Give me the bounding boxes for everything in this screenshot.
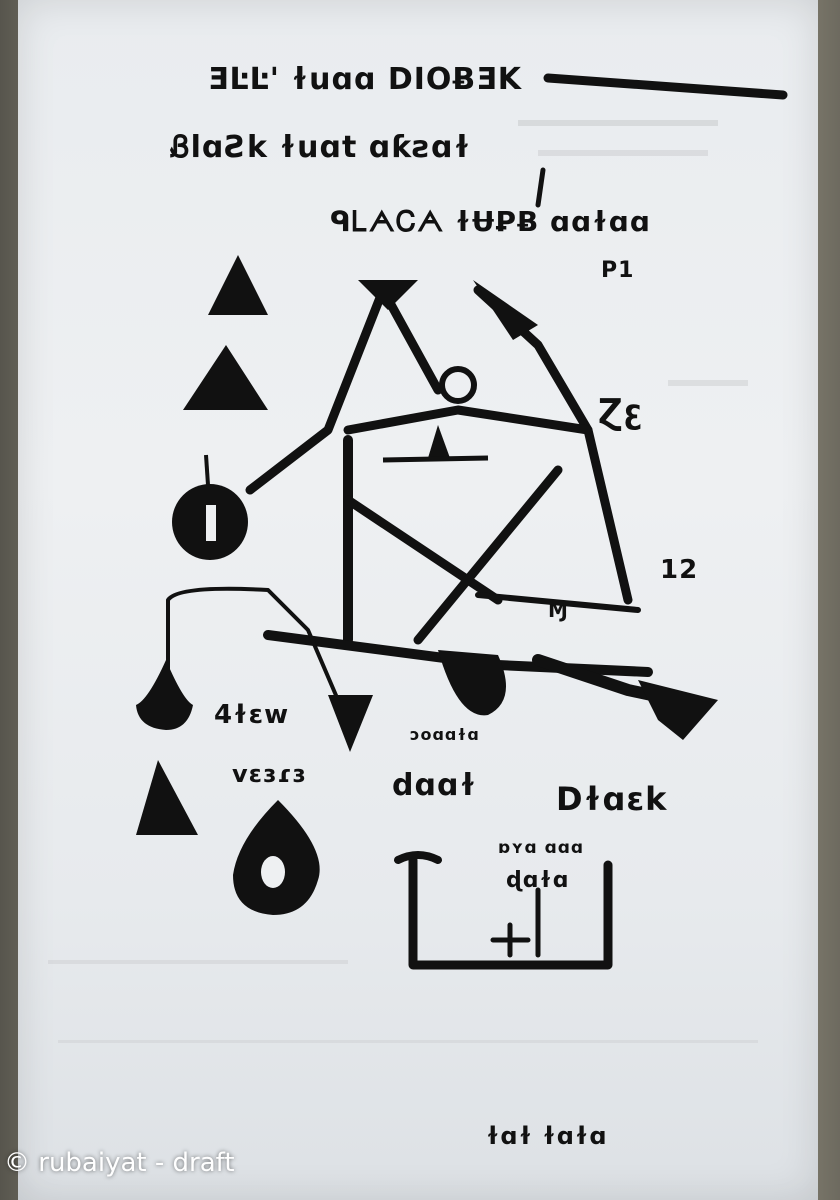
label-12: 12 xyxy=(660,555,699,585)
label-box-mid: ɖɑɫɑ xyxy=(506,868,570,893)
ink-stroke xyxy=(538,170,543,205)
inner-arrow-line xyxy=(383,458,488,460)
header-line-3: ᑫᏞᗅᏟᗅ ɫɄꝐɃ ɑɑɫɑɑ xyxy=(330,205,651,238)
label-3x: Ɀꜫ xyxy=(598,392,644,432)
down-triangle xyxy=(328,695,373,752)
drop-shape xyxy=(136,660,193,730)
figure-left-arm xyxy=(250,290,383,490)
header-line-1: ƎĿĿ' ɫuɑɑ DIOɃƎK xyxy=(208,62,523,97)
figure-crossbar xyxy=(348,410,588,430)
label-mark: Ɱ xyxy=(548,598,569,622)
label-coalt: ɔoɑɑɫɑ xyxy=(410,725,480,744)
triangle-shape xyxy=(208,255,268,315)
signature: ɫɑɫ ɫɑɫɑ xyxy=(486,1122,608,1150)
circle-notch xyxy=(206,505,216,541)
box-cross-mark xyxy=(493,925,528,955)
header-underline xyxy=(548,78,783,95)
watermark: © rubaiyat - draft xyxy=(4,1148,235,1178)
teardrop-eye xyxy=(261,856,285,888)
figure-hand xyxy=(638,680,718,740)
triangle-shape xyxy=(136,760,198,835)
figure-right-edge xyxy=(478,290,628,600)
paper-sheet xyxy=(18,0,818,1200)
figure-diagonal-2 xyxy=(418,470,558,640)
box-top-left-hook xyxy=(398,855,438,860)
figure-bulb xyxy=(438,650,506,715)
triangle-shape xyxy=(183,345,268,410)
label-box-top: ɒʏɑ ɑɑɑ xyxy=(498,838,585,858)
header-line-2: ᏰlɑƧk ɫuɑt ɑƙƨɑɫ xyxy=(170,130,472,165)
figure-cap-left xyxy=(358,280,418,310)
hanging-line xyxy=(168,589,338,700)
label-black: Dɫɑɛk xyxy=(556,780,668,818)
apex-ring xyxy=(442,369,474,401)
ink-drawing xyxy=(18,0,818,1200)
label-4lew: 4ɫɛw xyxy=(214,700,290,730)
figure-inner-bar xyxy=(478,595,638,610)
label-vers: vɛɜɾɜ xyxy=(232,760,307,788)
circle-stem xyxy=(206,455,208,485)
label-dnsp: dɑɑɫ xyxy=(392,768,478,803)
figure-diagonal-1 xyxy=(348,500,498,600)
inner-triangle xyxy=(428,425,450,458)
label-p1: P1 xyxy=(601,258,635,283)
